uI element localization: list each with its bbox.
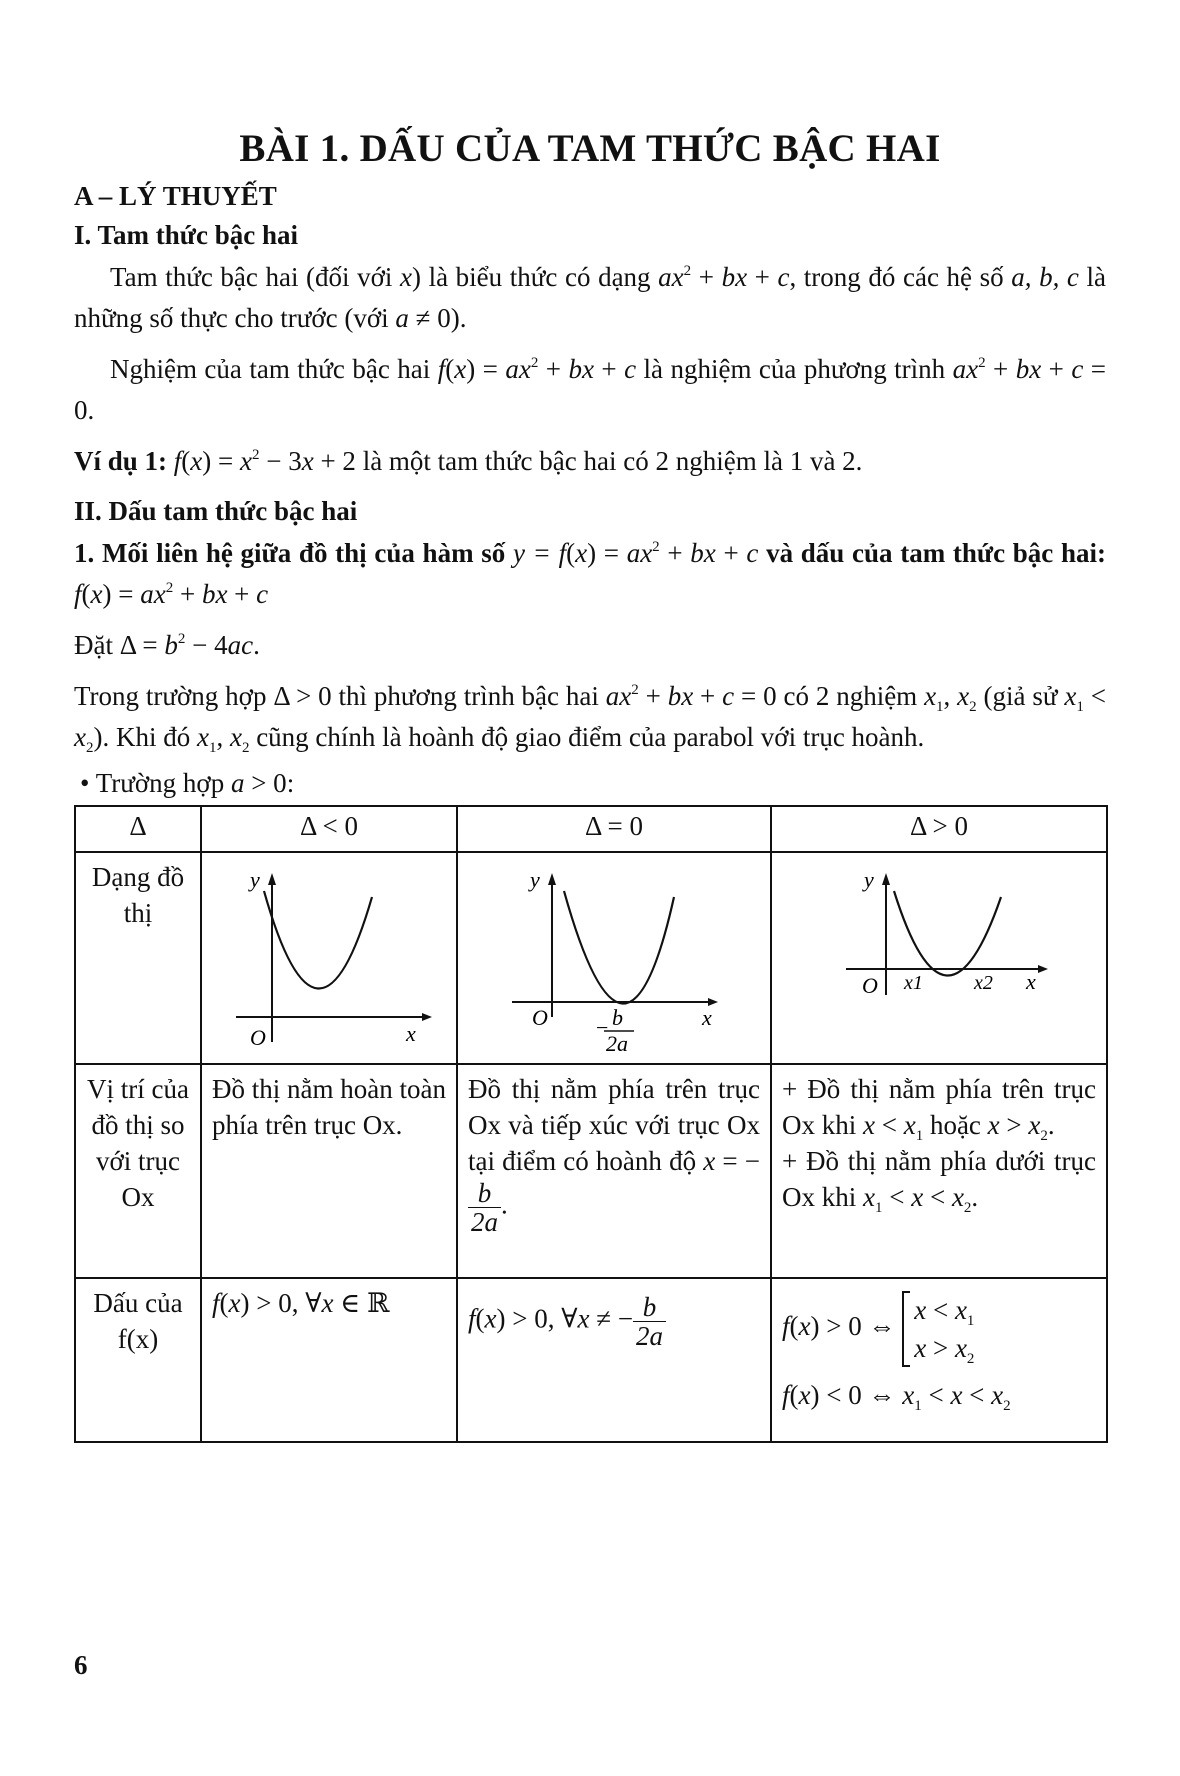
parabola-no-roots-graph — [206, 857, 452, 1053]
x-axis-label: x — [406, 1021, 416, 1046]
table-header-cell: Δ > 0 — [771, 806, 1107, 852]
text-fragment: , trong đó các hệ số — [789, 262, 1012, 292]
text-fragment: ). Khi đó — [93, 722, 197, 752]
section-1-heading: I. Tam thức bậc hai — [74, 220, 299, 250]
parabola-double-root-graph — [462, 857, 766, 1053]
minus-sign: − — [596, 1015, 609, 1040]
x-axis-label: x — [1026, 969, 1036, 994]
page-title: BÀI 1. DẤU CỦA TAM THỨC BẬC HAI — [239, 127, 941, 170]
subsection-1-heading: 1. Mối liên hệ giữa đồ thị của hàm số $y = f(x) = ax^2$ + bx + c và dấu của tam thức bậc hai: $f(x) = ax^2$ + bx + c — [74, 538, 1106, 609]
sign-delta-positive: f(x) > 0 ⇔ $x < x_1$ $x > x_2$ f(x) < 0 ⇔ $x_1 < x < x_2$ — [771, 1278, 1107, 1442]
position-delta-zero: Đồ thị nằm phía trên trục Ox và tiếp xúc với trục Ox tại điểm có hoành độ x = − $\frac{b}{2a}$ . — [457, 1064, 771, 1278]
text-fragment: có 2 nghiệm — [776, 681, 925, 711]
table-header-cell: Δ = 0 — [457, 806, 771, 852]
graph-delta-positive — [771, 852, 1107, 1064]
parabola-two-roots-graph — [776, 857, 1102, 1053]
example-label: Ví dụ 1: — [74, 446, 168, 476]
paragraph-definition: Tam thức bậc hai (đối với x) là biểu thức có dạng $ax^2$ + bx + c, trong đó các hệ số a, b, c là những số thực cho trước (với a ≠ 0). — [74, 262, 1107, 333]
table-header-cell: Δ — [75, 806, 201, 852]
example-1: Ví dụ 1: $f(x) = x^2 - 3x + 2$ là một tam thức bậc hai có 2 nghiệm là 1 và 2. — [74, 446, 863, 476]
bullet-case-a-positive: • Trường hợp a > 0: — [80, 768, 295, 798]
table-row-sign — [75, 1278, 1107, 1442]
text-fragment: Nghiệm của tam thức bậc hai — [110, 354, 438, 384]
root-x2-label: x2 — [974, 972, 993, 994]
origin-label: O — [250, 1025, 266, 1050]
position-delta-positive: + Đồ thị nằm phía trên trục Ox khi $x < x_1$ hoặc $x > x_2$. + Đồ thị nằm phía dưới trục Ox khi $x_1 < x < x_2$. — [771, 1064, 1107, 1278]
table-header-row — [75, 806, 1107, 852]
text-fragment: Trong trường hợp — [74, 681, 274, 711]
delta-definition: Đặt $\Delta = b^2 - 4ac$. — [74, 630, 260, 660]
text-fragment: : — [286, 768, 295, 798]
section-2-heading: II. Dấu tam thức bậc hai — [74, 496, 358, 526]
x-axis-label: x — [702, 1005, 712, 1030]
sign-delta-negative: f(x) > 0, ∀x ∈ ℝ — [201, 1278, 457, 1442]
text-fragment: + Đồ thị nằm phía dưới trục Ox khi — [782, 1146, 1096, 1212]
page-content — [74, 110, 1106, 1443]
text-fragment: cũng chính là hoành độ giao điểm của parabol với trục hoành. — [249, 722, 925, 752]
fraction-numerator-b: b — [612, 1005, 623, 1030]
sign-table — [74, 805, 1108, 1443]
row-label-position: Vị trí của đồ thị so với trục Ox — [75, 1064, 201, 1278]
text-fragment: + Đồ thị nằm phía trên trục Ox khi — [782, 1074, 1096, 1140]
text-fragment: thì phương trình bậc hai — [331, 681, 606, 711]
text-fragment: là một tam thức bậc hai có 2 nghiệm là 1 và 2. — [355, 446, 863, 476]
text-fragment: hoặc — [923, 1110, 981, 1140]
origin-label: O — [532, 1005, 548, 1030]
text-fragment: 1. Mối liên hệ giữa đồ thị của hàm số — [74, 538, 513, 568]
text-fragment: Tam thức bậc hai (đối với — [110, 262, 401, 292]
page-number: 6 — [74, 1650, 88, 1680]
text-fragment: (giả sử — [976, 681, 1065, 711]
table-row-position — [75, 1064, 1107, 1278]
section-a-heading: A – LÝ THUYẾT — [74, 181, 277, 211]
text-fragment: là nghiệm của phương trình — [636, 354, 953, 384]
text-fragment: ) là biểu thức có dạng — [412, 262, 659, 292]
table-header-cell: Δ < 0 — [201, 806, 457, 852]
y-axis-label: y — [250, 867, 260, 892]
text-fragment: Đồ thị nằm phía trên trục Ox và tiếp xúc với trục Ox tại điểm có hoành độ — [468, 1074, 760, 1176]
graph-delta-negative — [201, 852, 457, 1064]
text-fragment: Đặt — [74, 630, 120, 660]
text-fragment: là những số thực cho trước (với — [74, 262, 1107, 333]
paragraph-delta-positive: Trong trường hợp Δ > 0 thì phương trình bậc hai $ax^2$ + bx + c = 0 có 2 nghiệm $x_1$, $x_2$ (giả sử $x_1 < x_2$). Khi đó $x_1$, $x_2$ cũng chính là hoành độ giao điểm của parabol với trục hoành. — [74, 681, 1106, 756]
text-fragment: và dấu của tam thức bậc hai: — [758, 538, 1106, 568]
origin-label: O — [862, 973, 878, 998]
fraction-denominator-2a: 2a — [606, 1031, 628, 1053]
paragraph-roots: Nghiệm của tam thức bậc hai $f(x) = ax^2$ + bx + c là nghiệm của phương trình $ax^2$ + bx + c = 0. — [74, 354, 1107, 425]
position-delta-negative: Đồ thị nằm hoàn toàn phía trên trục Ox. — [201, 1064, 457, 1278]
sign-delta-zero: f(x) > 0, ∀x ≠ − $\frac{b}{2a}$ — [457, 1278, 771, 1442]
text-fragment: ). — [450, 303, 467, 333]
root-x1-label: x1 — [904, 972, 923, 994]
table-row-graph — [75, 852, 1107, 1064]
graph-delta-zero — [457, 852, 771, 1064]
y-axis-label: y — [530, 867, 540, 892]
text-fragment: Trường hợp — [95, 768, 231, 798]
y-axis-label: y — [864, 867, 874, 892]
row-label-sign: Dấu của f(x) — [75, 1278, 201, 1442]
row-label-graph: Dạng đồ thị — [75, 852, 201, 1064]
